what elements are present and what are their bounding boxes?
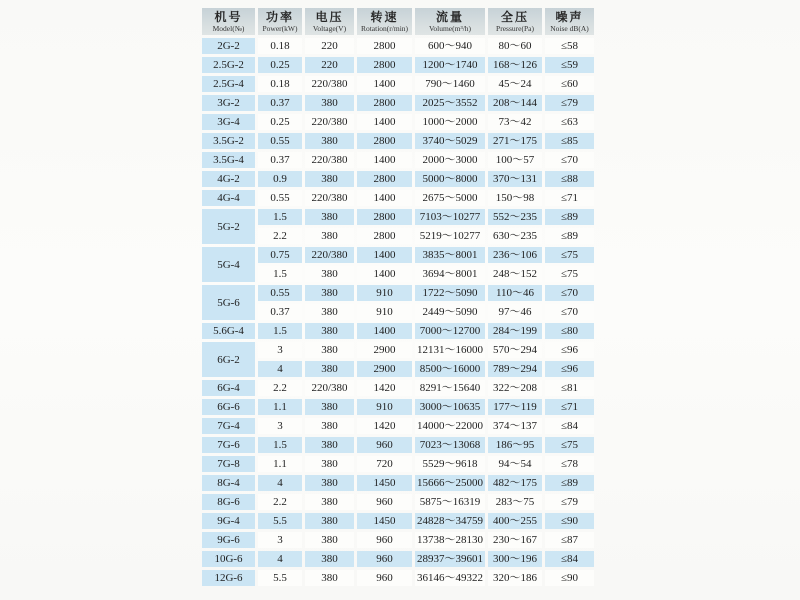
power-cell: 0.37 [258, 304, 302, 320]
model-cell: 12G-6 [202, 570, 255, 586]
rotation-cell: 2800 [357, 171, 412, 187]
voltage-cell: 220/380 [305, 247, 354, 263]
rotation-cell: 1400 [357, 152, 412, 168]
noise-cell: ≤70 [545, 304, 594, 320]
voltage-cell: 380 [305, 304, 354, 320]
volume-cell: 24828～34759 [417, 515, 483, 527]
rotation-cell: 910 [357, 304, 412, 320]
noise-cell: ≤63 [545, 114, 594, 130]
pressure-cell: 482～175 [488, 475, 542, 491]
volume-cell: 8291～15640 [415, 380, 485, 396]
power-cell: 0.37 [258, 95, 302, 111]
power-cell: 4 [258, 551, 302, 567]
voltage-cell: 380 [305, 285, 354, 301]
table-row [202, 247, 594, 263]
noise-cell: ≤79 [545, 95, 594, 111]
model-cell: 4G-2 [202, 171, 255, 187]
rotation-cell: 1400 [357, 114, 412, 130]
column-header-noise-en: Noise dB(A) [550, 23, 589, 33]
noise-cell: ≤89 [545, 209, 594, 225]
pressure-cell: 320～186 [488, 570, 542, 586]
rotation-cell: 2900 [357, 342, 412, 358]
power-cell: 1.5 [258, 437, 302, 453]
rotation-cell: 1400 [357, 190, 412, 206]
model-cell: 10G-6 [202, 551, 255, 567]
volume-cell: 1200～1740 [415, 57, 485, 73]
column-header-rotation [357, 8, 412, 35]
table-row [202, 380, 594, 396]
table-row [202, 133, 594, 149]
power-cell: 5.5 [258, 513, 302, 529]
model-cell: 2.5G-4 [202, 76, 255, 92]
volume-cell: 13738～28130 [417, 534, 483, 546]
table-row [202, 361, 594, 377]
voltage-cell: 380 [305, 323, 354, 339]
model-cell: 4G-4 [202, 190, 255, 206]
power-cell: 0.55 [258, 190, 302, 206]
model-cell: 7G-4 [202, 418, 255, 434]
column-header-voltage-en: Voltage(V) [312, 23, 347, 33]
noise-cell: ≤87 [545, 532, 594, 548]
noise-cell: ≤84 [545, 418, 594, 434]
voltage-cell: 220/380 [305, 152, 354, 168]
voltage-cell: 220/380 [305, 76, 354, 92]
pressure-cell: 322～208 [488, 380, 542, 396]
model-cell: 3.5G-4 [202, 152, 255, 168]
table-row [202, 456, 594, 472]
volume-cell: 8500～16000 [415, 361, 485, 377]
noise-cell: ≤71 [545, 190, 594, 206]
noise-cell: ≤79 [545, 494, 594, 510]
table-row [202, 266, 594, 282]
power-cell: 1.1 [258, 399, 302, 415]
rotation-cell: 2800 [357, 133, 412, 149]
column-header-power [258, 8, 302, 35]
volume-cell: 2449～5090 [415, 304, 485, 320]
pressure-cell: 80～60 [488, 38, 542, 54]
rotation-cell: 960 [357, 570, 412, 586]
table-row [202, 437, 594, 453]
column-header-volume-zh: 流量 [435, 9, 464, 24]
voltage-cell: 380 [305, 456, 354, 472]
power-cell: 4 [258, 475, 302, 491]
voltage-cell: 380 [305, 95, 354, 111]
table-row [202, 38, 594, 54]
model-cell: 2G-2 [202, 38, 255, 54]
volume-cell: 1000～2000 [415, 114, 485, 130]
rotation-cell: 2800 [357, 57, 412, 73]
table-row [202, 418, 594, 434]
volume-cell: 5000～8000 [415, 171, 485, 187]
voltage-cell: 380 [305, 570, 354, 586]
pressure-cell: 374～137 [488, 418, 542, 434]
pressure-cell: 94～54 [488, 456, 542, 472]
table-row [202, 494, 594, 510]
model-cell: 5G-6 [202, 285, 255, 320]
pressure-cell: 400～255 [488, 513, 542, 529]
noise-cell: ≤58 [545, 38, 594, 54]
rotation-cell: 1400 [357, 323, 412, 339]
volume-cell: 5219～10277 [415, 228, 485, 244]
table-row [202, 399, 594, 415]
volume-cell: 3000～10635 [415, 399, 485, 415]
model-cell: 6G-6 [202, 399, 255, 415]
volume-cell: 3694～8001 [415, 266, 485, 282]
pressure-cell: 630～235 [488, 228, 542, 244]
noise-cell: ≤59 [545, 57, 594, 73]
noise-cell: ≤84 [545, 551, 594, 567]
noise-cell: ≤89 [545, 228, 594, 244]
volume-cell: 5529～9618 [415, 456, 485, 472]
power-cell: 1.5 [258, 209, 302, 225]
power-cell: 1.5 [258, 323, 302, 339]
noise-cell: ≤80 [545, 323, 594, 339]
pressure-cell: 100～57 [488, 152, 542, 168]
pressure-cell: 284～199 [488, 323, 542, 339]
rotation-cell: 2800 [357, 228, 412, 244]
volume-cell: 3835～8001 [415, 247, 485, 263]
table-row [202, 513, 594, 529]
pressure-cell: 570～294 [488, 342, 542, 358]
pressure-cell: 186～95 [488, 437, 542, 453]
column-header-power-zh: 功率 [265, 9, 294, 24]
rotation-cell: 2800 [357, 95, 412, 111]
voltage-cell: 380 [305, 551, 354, 567]
pressure-cell: 248～152 [488, 266, 542, 282]
power-cell: 5.5 [258, 570, 302, 586]
rotation-cell: 910 [357, 285, 412, 301]
noise-cell: ≤78 [545, 456, 594, 472]
model-cell: 8G-6 [202, 494, 255, 510]
noise-cell: ≤71 [545, 399, 594, 415]
noise-cell: ≤96 [545, 342, 594, 358]
voltage-cell: 380 [305, 437, 354, 453]
model-cell: 2.5G-2 [202, 57, 255, 73]
model-cell: 9G-4 [202, 513, 255, 529]
model-cell: 3G-4 [202, 114, 255, 130]
volume-cell: 7103～10277 [415, 209, 485, 225]
table-row [202, 570, 594, 586]
volume-cell: 600～940 [415, 38, 485, 54]
pressure-cell: 168～126 [488, 57, 542, 73]
power-cell: 3 [258, 532, 302, 548]
table-row [202, 532, 594, 548]
volume-cell: 36146～49322 [417, 572, 483, 584]
rotation-cell: 2800 [357, 209, 412, 225]
table-row [202, 475, 594, 491]
noise-cell: ≤60 [545, 76, 594, 92]
voltage-cell: 380 [305, 513, 354, 529]
rotation-cell: 1450 [357, 513, 412, 529]
noise-cell: ≤85 [545, 133, 594, 149]
pressure-cell: 370～131 [488, 171, 542, 187]
rotation-cell: 960 [357, 532, 412, 548]
rotation-cell: 1400 [357, 266, 412, 282]
rotation-cell: 1400 [357, 247, 412, 263]
column-header-voltage-zh: 电压 [315, 9, 344, 24]
power-cell: 0.75 [258, 247, 302, 263]
noise-cell: ≤75 [545, 266, 594, 282]
volume-cell: 28937～39601 [417, 553, 483, 565]
pressure-cell: 73～42 [488, 114, 542, 130]
column-header-rotation-en: Rotation(r/min) [360, 23, 409, 33]
voltage-cell: 380 [305, 266, 354, 282]
voltage-cell: 380 [305, 228, 354, 244]
voltage-cell: 380 [305, 475, 354, 491]
table-row [202, 152, 594, 168]
table-row [202, 190, 594, 206]
noise-cell: ≤81 [545, 380, 594, 396]
voltage-cell: 220/380 [305, 190, 354, 206]
model-cell: 3.5G-2 [202, 133, 255, 149]
column-header-model [202, 8, 255, 35]
voltage-cell: 220 [305, 57, 354, 73]
volume-cell: 5875～16319 [415, 494, 485, 510]
pressure-cell: 236～106 [488, 247, 542, 263]
column-header-volume-en: Volume(m³/h) [428, 23, 472, 33]
noise-cell: ≤90 [545, 570, 594, 586]
power-cell: 0.55 [258, 285, 302, 301]
noise-cell: ≤89 [545, 475, 594, 491]
pressure-cell: 177～119 [488, 399, 542, 415]
power-cell: 4 [258, 361, 302, 377]
column-header-model-en: Model(№) [212, 23, 245, 33]
model-cell: 7G-8 [202, 456, 255, 472]
volume-cell: 7000～12700 [415, 323, 485, 339]
rotation-cell: 910 [357, 399, 412, 415]
pressure-cell: 789～294 [488, 361, 542, 377]
column-header-voltage [305, 8, 354, 35]
noise-cell: ≤75 [545, 437, 594, 453]
rotation-cell: 2800 [357, 38, 412, 54]
column-header-rotation-zh: 转速 [370, 9, 399, 24]
voltage-cell: 380 [305, 532, 354, 548]
voltage-cell: 380 [305, 399, 354, 415]
voltage-cell: 380 [305, 361, 354, 377]
power-cell: 3 [258, 418, 302, 434]
voltage-cell: 220/380 [305, 380, 354, 396]
model-cell: 5G-2 [202, 209, 255, 244]
header-row [202, 8, 594, 35]
column-header-pressure [488, 8, 542, 35]
power-cell: 2.2 [258, 380, 302, 396]
power-cell: 0.18 [258, 38, 302, 54]
model-cell: 3G-2 [202, 95, 255, 111]
table-row [202, 551, 594, 567]
pressure-cell: 45～24 [488, 76, 542, 92]
pressure-cell: 271～175 [488, 133, 542, 149]
table-row [202, 342, 594, 358]
model-cell: 6G-4 [202, 380, 255, 396]
power-cell: 0.18 [258, 76, 302, 92]
volume-cell: 790～1460 [415, 76, 485, 92]
noise-cell: ≤96 [545, 361, 594, 377]
column-header-pressure-zh: 全压 [500, 9, 529, 24]
voltage-cell: 380 [305, 133, 354, 149]
column-header-noise [545, 8, 594, 35]
model-cell: 7G-6 [202, 437, 255, 453]
volume-cell: 2025～3552 [415, 95, 485, 111]
noise-cell: ≤70 [545, 285, 594, 301]
pressure-cell: 230～167 [488, 532, 542, 548]
table-row [202, 285, 594, 301]
voltage-cell: 380 [305, 209, 354, 225]
model-cell: 5.6G-4 [202, 323, 255, 339]
noise-cell: ≤88 [545, 171, 594, 187]
pressure-cell: 300～196 [488, 551, 542, 567]
voltage-cell: 380 [305, 342, 354, 358]
power-cell: 0.25 [258, 57, 302, 73]
power-cell: 0.55 [258, 133, 302, 149]
voltage-cell: 220/380 [305, 114, 354, 130]
noise-cell: ≤75 [545, 247, 594, 263]
rotation-cell: 1450 [357, 475, 412, 491]
rotation-cell: 960 [357, 437, 412, 453]
noise-cell: ≤70 [545, 152, 594, 168]
power-cell: 2.2 [258, 494, 302, 510]
power-cell: 3 [258, 342, 302, 358]
power-cell: 0.25 [258, 114, 302, 130]
column-header-volume [415, 8, 485, 35]
volume-cell: 14000～22000 [417, 420, 483, 432]
volume-cell: 3740～5029 [415, 133, 485, 149]
rotation-cell: 1420 [357, 418, 412, 434]
pressure-cell: 552～235 [488, 209, 542, 225]
pressure-cell: 97～46 [488, 304, 542, 320]
rotation-cell: 2900 [357, 361, 412, 377]
volume-cell: 12131～16000 [417, 344, 483, 356]
pressure-cell: 283～75 [488, 494, 542, 510]
spec-table-header [202, 8, 594, 35]
table-row [202, 209, 594, 225]
rotation-cell: 960 [357, 494, 412, 510]
noise-cell: ≤90 [545, 513, 594, 529]
table-row [202, 171, 594, 187]
voltage-cell: 380 [305, 494, 354, 510]
pressure-cell: 208～144 [488, 95, 542, 111]
spec-table-body [202, 38, 594, 586]
pressure-cell: 150～98 [488, 190, 542, 206]
model-cell: 9G-6 [202, 532, 255, 548]
column-header-noise-zh: 噪声 [555, 9, 584, 24]
power-cell: 1.1 [258, 456, 302, 472]
column-header-power-en: Power(kW) [262, 23, 298, 33]
power-cell: 0.37 [258, 152, 302, 168]
rotation-cell: 1420 [357, 380, 412, 396]
table-row [202, 95, 594, 111]
voltage-cell: 220 [305, 38, 354, 54]
pressure-cell: 110～46 [488, 285, 542, 301]
column-header-model-zh: 机号 [214, 9, 243, 24]
table-row [202, 57, 594, 73]
model-cell: 6G-2 [202, 342, 255, 377]
power-cell: 2.2 [258, 228, 302, 244]
rotation-cell: 1400 [357, 76, 412, 92]
rotation-cell: 720 [357, 456, 412, 472]
table-row [202, 323, 594, 339]
volume-cell: 2675～5000 [415, 190, 485, 206]
power-cell: 0.9 [258, 171, 302, 187]
voltage-cell: 380 [305, 171, 354, 187]
column-header-pressure-en: Pressure(Pa) [496, 23, 534, 33]
volume-cell: 1722～5090 [415, 285, 485, 301]
table-row [202, 114, 594, 130]
table-row [202, 76, 594, 92]
spec-table [199, 5, 597, 589]
table-row [202, 228, 594, 244]
model-cell: 8G-4 [202, 475, 255, 491]
voltage-cell: 380 [305, 418, 354, 434]
model-cell: 5G-4 [202, 247, 255, 282]
rotation-cell: 960 [357, 551, 412, 567]
table-row [202, 304, 594, 320]
power-cell: 1.5 [258, 266, 302, 282]
volume-cell: 15666～25000 [417, 477, 483, 489]
volume-cell: 2000～3000 [415, 152, 485, 168]
volume-cell: 7023～13068 [415, 437, 485, 453]
